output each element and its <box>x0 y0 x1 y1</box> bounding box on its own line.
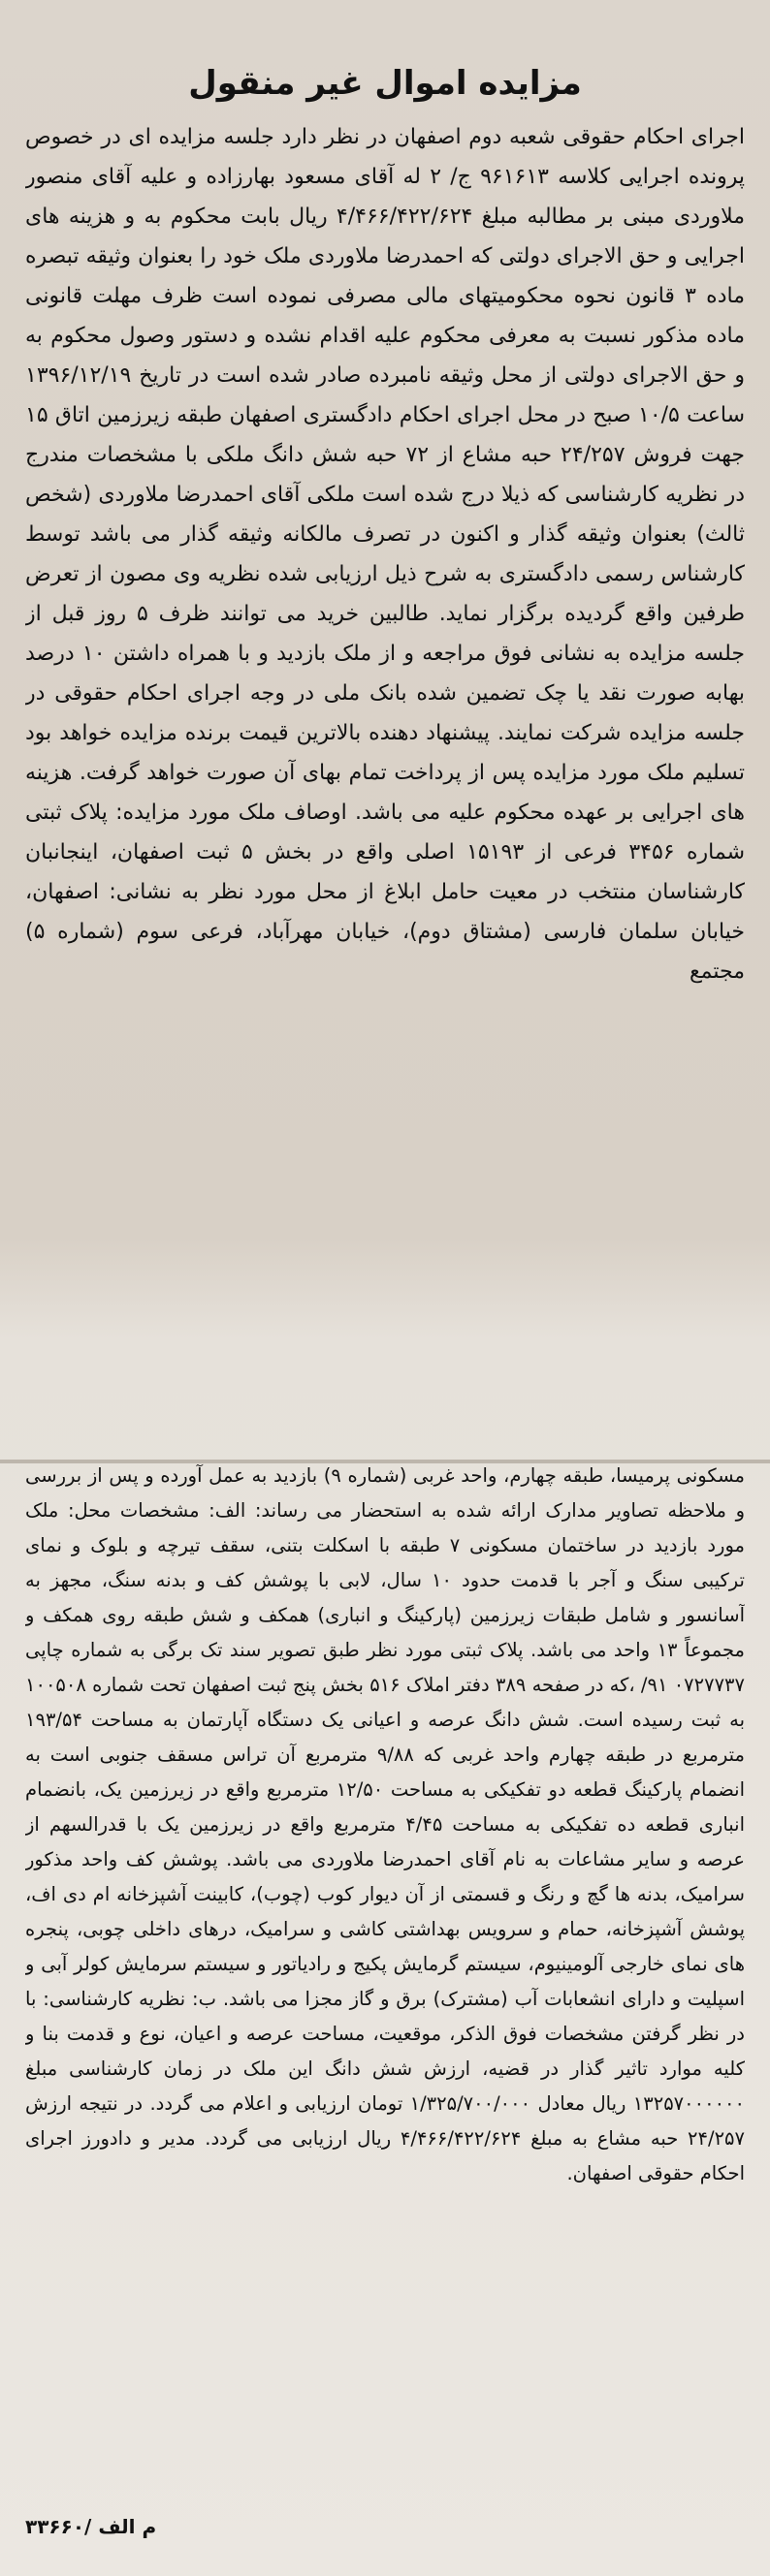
notice-body-part-2: مسکونی پرمیسا، طبقه چهارم، واحد غربی (شماره ۹) بازدید به عمل آورده و پس از بررسی و ملاحظه تصاویر مدارک ارائه شده به استحضار می رساند: الف: مشخصات محل: ملک مورد بازدید در ساختمان مسکونی ۷ طبقه با اسکلت بتنی، سقف تیرچه و بلوک و نمای ترکیبی سنگ و آجر با قدمت حدود ۱۰ سال، لابی با پوشش کف و بدنه سنگ، مجهز به آسانسور و شامل طبقات زیرزمین (پارکینگ و انباری) همکف و شش طبقه روی همکف و مجموعاً ۱۳ واحد می باشد. پلاک ثبتی مورد نظر طبق تصویر سند تک برگی به شماره چاپی ۰۷۲۷۷۳۷ ۹۱/ ،که در صفحه ۳۸۹ دفتر املاک ۵۱۶ بخش پنج ثبت اصفهان تحت شماره ۱۰۰۵۰۸ به ثبت رسیده است. شش دانگ عرصه و اعیانی یک دستگاه آپارتمان به مساحت ۱۹۳/۵۴ مترمربع در طبقه چهارم واحد غربی که ۹/۸۸ مترمربع آن تراس مسقف جنوبی است به انضمام پارکینگ قطعه دو تفکیکی به مساحت ۱۲/۵۰ مترمربع واقع در زیرزمین یک، بانضمام انباری قطعه ده تفکیکی به مساحت ۴/۴۵ مترمربع واقع در زیرزمین یک با قدرالسهم از عرصه و سایر مشاعات به نام آقای احمدرضا ملاوردی می باشد. پوشش کف واحد مذکور سرامیک، بدنه ها گچ و رنگ و قسمتی از آن دیوار کوب (چوب)، کابینت آشپزخانه ام دی اف، پوشش آشپزخانه، حمام و سرویس بهداشتی کاشی و سرامیک، درهای داخلی چوبی، پنجره های نمای خارجی آلومینیوم، سیستم گرمایش پکیج و رادیاتور و سیستم سرمایش کولر آبی و اسپلیت و دارای انشعابات آب (مشترک) برق و گاز مجزا می باشد. ب: نظریه کارشناسی: با در نظر گرفتن مشخصات فوق الذکر، موقعیت، مساحت عرصه و اعیان، نوع و قدمت بنا و کلیه موارد تاثیر گذار در قضیه، ارزش شش دانگ این ملک در زمان کارشناسی مبلغ ۱۳۲۵۷۰۰۰۰۰۰ ریال معادل ۱/۳۲۵/۷۰۰/۰۰۰ تومان ارزیابی و اعلام می گردد. در نتیجه ارزش ۲۴/۲۵۷ حبه مشاع به مبلغ ۴/۴۶۶/۴۲۲/۶۲۴ ریال ارزیابی می گردد. مدیر و دادورز اجرای احکام حقوقی اصفهان. <box>25 1463 745 2184</box>
notice-body-part-1: اجرای احکام حقوقی شعبه دوم اصفهان در نظر دارد جلسه مزایده ای در خصوص پرونده اجرایی کلاسه ۹۶۱۶۱۳ ج/ ۲ له آقای مسعود بهارزاده و علیه آقای منصور ملاوردی مبنی بر مطالبه مبلغ ۴/۴۶۶/۴۲۲/۶۲۴ ریال بابت محکوم به و هزینه های اجرایی و حق الاجرای دولتی که احمدرضا ملاوردی ملک خود را بعنوان وثیقه تبصره ماده ۳ قانون نحوه محکومیتهای مالی مصرفی نموده است ظرف مهلت قانونی ماده مذکور نسبت به معرفی محکوم علیه اقدام نشده و دستور وصول محکوم به و حق الاجرای دولتی از محل وثیقه نامبرده صادر شده است در تاریخ ۱۳۹۶/۱۲/۱۹ ساعت ۱۰/۵ صبح در محل اجرای احکام دادگستری اصفهان طبقه زیرزمین اتاق ۱۵ جهت فروش ۲۴/۲۵۷ حبه مشاع از ۷۲ حبه شش دانگ ملکی با مشخصات مندرج در نظریه کارشناسی که ذیلا درج شده است ملکی آقای احمدرضا ملاوردی (شخص ثالث) بعنوان وثیقه گذار و اکنون در تصرف مالکانه وثیقه گذار می باشد توسط کارشناس رسمی دادگستری به شرح ذیل ارزیابی شده نظریه وی مصون از تعرض طرفین واقع گردیده برگزار نماید. طالبین خرید می توانند ظرف ۵ روز قبل از جلسه مزایده به نشانی فوق مراجعه و از ملک بازدید و با همراه داشتن ۱۰ درصد بهابه صورت نقد یا چک تضمین شده بانک ملی در وجه اجرای احکام حقوقی در جلسه مزایده شرکت نمایند. پیشنهاد دهنده بالاترین قیمت برنده مزایده خواهد بود تسلیم ملک مورد مزایده پس از پرداخت تمام بهای آن صورت خواهد گرفت. هزینه های اجرایی بر عهده محکوم علیه می باشد. اوصاف ملک مورد مزایده: پلاک ثبتی شماره ۳۴۵۶ فرعی از ۱۵۱۹۳ اصلی واقع در بخش ۵ ثبت اصفهان، اینجانبان کارشناسان منتخب در معیت حامل ابلاغ از محل مورد نظر به نشانی: اصفهان، خیابان سلمان فارسی (مشتاق دوم)، خیابان مهرآباد، فرعی سوم (شماره ۵) مجتمع <box>25 124 745 984</box>
reference-code: ۳۳۶۶۰/ م الف <box>25 2514 157 2538</box>
paste-divider <box>0 1460 770 1463</box>
notice-title: مزایده اموال غیر منقول <box>188 64 582 103</box>
